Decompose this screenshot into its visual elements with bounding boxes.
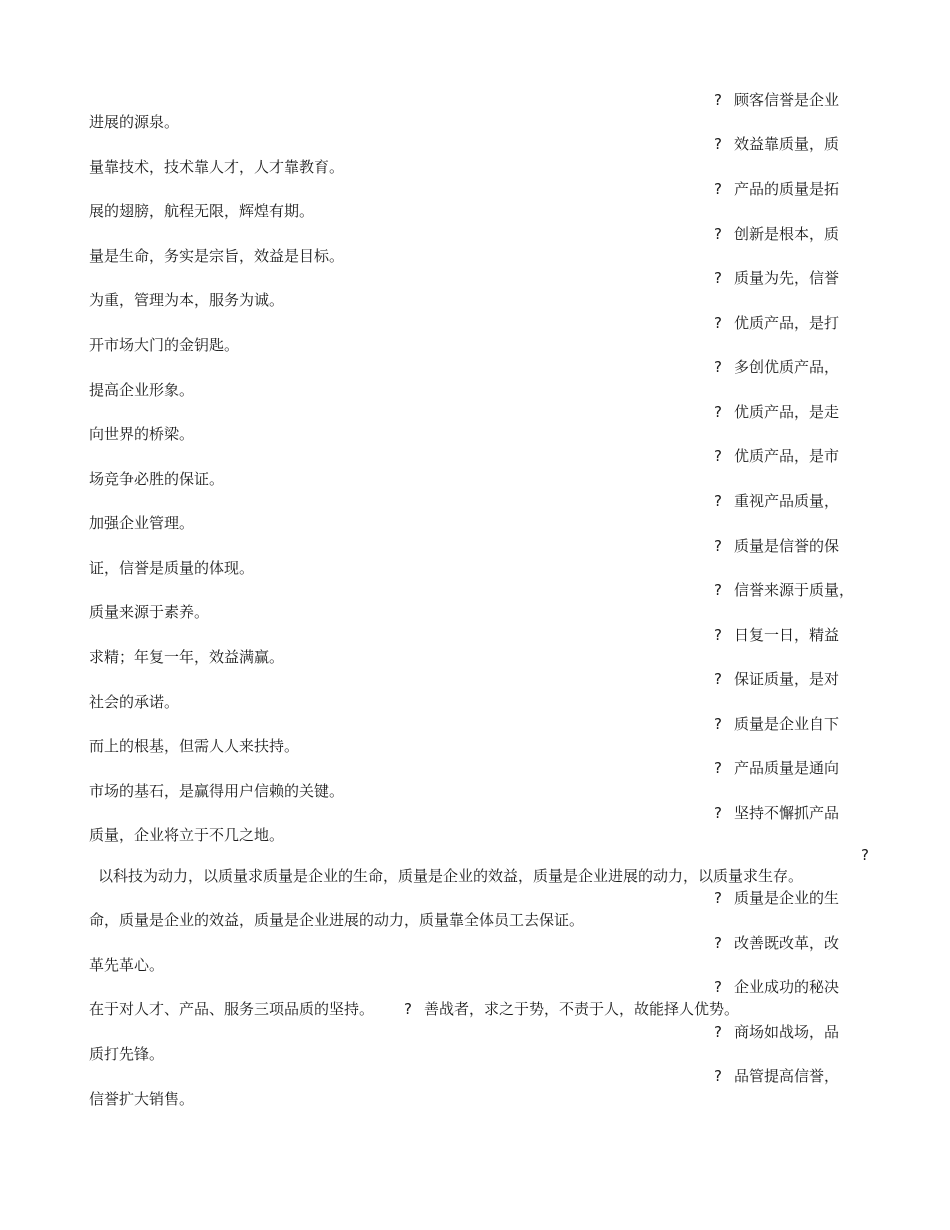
slogan-tail: 开市场大门的金钥匙。	[89, 336, 240, 354]
slogan-head: ? 坚持不懈抓产品	[714, 804, 840, 822]
slogan-head: ? 商场如战场，品	[714, 1023, 840, 1041]
slogan-head: ? 重视产品质量，	[714, 492, 840, 510]
slogan-tail: 为重，管理为本，服务为诚。	[89, 291, 285, 309]
slogan-tail: 命，质量是企业的效益，质量是企业进展的动力，质量靠全体员工去保证。	[89, 911, 585, 929]
slogan-tail: 市场的基石，是赢得用户信赖的关键。	[89, 782, 345, 800]
slogan-head: ? 多创优质产品，	[714, 358, 840, 376]
bullet-mark: ?	[714, 889, 722, 907]
slogan-tail: 求精；年复一年，效益满赢。	[89, 648, 285, 666]
slogan-head: ? 创新是根本，质	[714, 225, 840, 243]
bullet-mark: ?	[714, 670, 722, 688]
bullet-mark: ?	[714, 403, 722, 421]
slogan-head: ? 日复一日，精益	[714, 626, 840, 644]
slogan-head: ? 改善既改革，改	[714, 934, 840, 952]
bullet-mark: ?	[714, 358, 722, 376]
slogan-tail: 质量来源于素养。	[89, 603, 210, 621]
bullet-mark: ?	[714, 978, 722, 996]
slogan-head: ? 企业成功的秘决	[714, 978, 840, 996]
slogan-head: ? 优质产品，是打	[714, 314, 840, 332]
bullet-mark: ?	[714, 537, 722, 555]
slogan-head: ? 品管提高信誉，	[714, 1067, 840, 1085]
slogan-tail: 向世界的桥梁。	[89, 425, 195, 443]
slogan-long-line: 以科技为动力，以质量求质量是企业的生命，质量是企业的效益，质量是企业进展的动力，以质量求生存。	[98, 867, 804, 885]
bullet-mark: ?	[714, 1023, 722, 1041]
slogan-tail: 而上的根基，但需人人来扶持。	[89, 737, 300, 755]
bullet-mark: ?	[714, 314, 722, 332]
bullet-mark: ?	[714, 91, 722, 109]
slogan-head: ? 质量是信誉的保	[714, 537, 840, 555]
slogan-tail: 量靠技术，技术靠人才，人才靠教育。	[89, 158, 345, 176]
slogan-tail: 质量，企业将立于不几之地。	[89, 826, 285, 844]
slogan-tail: 在于对人才、产品、服务三项品质的坚持。 ? 善战者，求之于势，不责于人，故能择人优势。	[89, 1000, 740, 1018]
bullet-mark: ?	[714, 225, 722, 243]
slogan-head: ? 质量为先，信誉	[714, 269, 840, 287]
bullet-mark: ?	[861, 846, 869, 864]
slogan-head: ? 顾客信誉是企业	[714, 91, 840, 109]
slogan-tail: 进展的源泉。	[89, 113, 180, 131]
bullet-mark: ?	[714, 759, 722, 777]
slogan-tail: 量是生命，务实是宗旨，效益是目标。	[89, 247, 345, 265]
slogan-tail: 证，信誉是质量的体现。	[89, 559, 255, 577]
bullet-mark: ?	[714, 135, 722, 153]
slogan-tail: 场竞争必胜的保证。	[89, 470, 225, 488]
slogan-tail: 信誉扩大销售。	[89, 1090, 195, 1108]
slogan-tail: 革先革心。	[89, 956, 165, 974]
bullet-mark: ?	[714, 269, 722, 287]
slogan-head: ? 质量是企业的生	[714, 889, 840, 907]
bullet-mark: ?	[714, 447, 722, 465]
slogan-head: ? 产品的质量是拓	[714, 180, 840, 198]
bullet-mark: ?	[714, 804, 722, 822]
bullet-mark: ?	[714, 581, 722, 599]
slogan-head: ? 优质产品，是走	[714, 403, 840, 421]
slogan-tail: 提高企业形象。	[89, 381, 195, 399]
bullet-mark: ?	[714, 715, 722, 733]
bullet-mark: ?	[714, 492, 722, 510]
bullet-mark: ?	[714, 626, 722, 644]
slogan-head: ? 保证质量，是对	[714, 670, 840, 688]
slogan-head: ? 信誉来源于质量，	[714, 581, 855, 599]
slogan-head: ? 效益靠质量，质	[714, 135, 840, 153]
slogan-tail: 加强企业管理。	[89, 514, 195, 532]
bullet-mark: ?	[714, 934, 722, 952]
bullet-mark: ?	[714, 1067, 722, 1085]
bullet-mark: ?	[714, 180, 722, 198]
bullet-mark: ?	[404, 1000, 412, 1018]
slogan-head: ? 优质产品，是市	[714, 447, 840, 465]
inline-slogan: 善战者，求之于势，不责于人，故能择人优势。	[424, 1000, 740, 1018]
slogan-tail: 展的翅膀，航程无限，辉煌有期。	[89, 202, 315, 220]
slogan-tail: 社会的承诺。	[89, 693, 180, 711]
slogan-head: ? 质量是企业自下	[714, 715, 840, 733]
slogan-tail: 质打先锋。	[89, 1045, 165, 1063]
slogan-head: ? 产品质量是通向	[714, 759, 840, 777]
